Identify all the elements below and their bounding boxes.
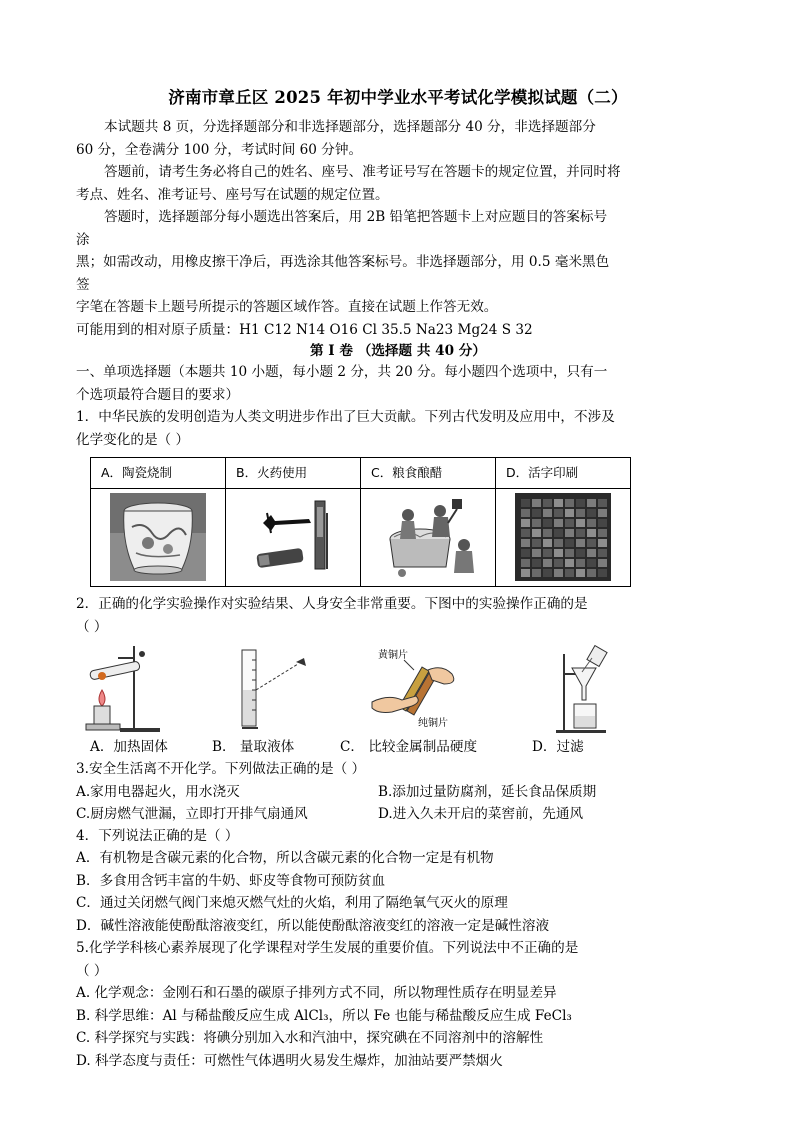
q3-option-b: B.添加过量防腐剂，延长食品保质期 [378,783,597,800]
q1-stem: 化学变化的是（ ） [76,431,190,448]
q5-stem: （ ） [76,962,108,979]
q3-option-d: D.进入久未开启的菜窖前，先通风 [378,805,584,822]
q5-stem: 5.化学学科核心素养展现了化学课程对学生发展的重要价值。下列说法中不正确的是 [76,940,579,956]
atomic-mass-line: 可能用到的相对原子质量：H1 C12 N14 O16 Cl 35.5 Na23 Mg24 S 32 [76,321,533,338]
brass-label: 黄铜片 [378,650,408,661]
q4-stem: 4．下列说法正确的是（ ） [76,827,239,844]
intro-line: 涂 [76,231,90,248]
q1-option-a: A．陶瓷烧制 [91,458,226,489]
metal-hardness-figure [362,644,472,734]
q3-option-a: A.家用电器起火，用水浇灭 [76,783,240,800]
q1-stem: 1．中华民族的发明创造为人类文明进步作出了巨大贡献。下列古代发明及应用中，不涉及 [76,409,615,425]
q5-option-c: C. 科学探究与实践：将碘分别加入水和汽油中，探究碘在不同溶剂中的溶解性 [76,1030,544,1046]
q2-option-a: A．加热固体 [90,739,168,755]
intro-line: 黑；如需改动，用橡皮擦干净后，再选涂其他答案标号。非选择题部分，用 0.5 毫米黑色 [76,254,610,270]
measuring-liquid-figure [236,644,316,734]
q4-option-d: D．碱性溶液能使酚酞溶液变红，所以能使酚酞溶液变红的溶液一定是碱性溶液 [76,917,550,934]
q1-option-d: D．活字印刷 [496,458,631,489]
intro-line: 字笔在答题卡上题号所提示的答题区域作答。直接在试题上作答无效。 [76,299,498,315]
q2-figures [76,644,720,736]
exam-title: 济南市章丘区 2025 年初中学业水平考试化学模拟试题（二） [168,88,628,107]
gunpowder-rocket-image [245,493,341,581]
q2-option-d: D．过滤 [532,739,584,755]
section-heading: 一、单项选择题（本题共 10 小题，每小题 2 分，共 20 分。每小题四个选项中，只有一 [76,364,608,380]
filtration-figure [552,644,622,734]
q2-option-c: C． 比较金属制品硬度 [340,739,478,755]
intro-line: 60 分，全卷满分 100 分，考试时间 60 分钟。 [76,141,363,158]
q2-stem: （ ） [76,618,108,635]
vinegar-brewing-image [378,493,478,581]
q5-option-b: B. 科学思维：Al 与稀盐酸反应生成 AlCl₃，所以 Fe 也能与稀盐酸反应生成 FeCl₃ [76,1007,572,1024]
q4-option-a: A．有机物是含碳元素的化合物，所以含碳元素的化合物一定是有机物 [76,850,494,866]
q3-stem: 3.安全生活离不开化学。下列做法正确的是（ ） [76,761,366,777]
intro-line: 签 [76,276,90,293]
pure-copper-label: 纯铜片 [418,718,448,729]
q3-options [76,781,720,825]
q1-option-b: B．火药使用 [226,458,361,489]
section-heading: 个选项最符合题目的要求） [76,386,240,403]
intro-line: 本试题共 8 页，分选择题部分和非选择题部分，选择题部分 40 分，非选择题部分 [104,119,596,135]
q1-option-c: C．粮食酿醋 [361,458,496,489]
volume-heading: 第 I 卷 （选择题 共 40 分） [309,343,486,359]
q2-stem: 2．正确的化学实验操作对实验结果、人身安全非常重要。下图中的实验操作正确的是 [76,596,588,612]
exam-page [76,84,720,1072]
q4-option-c: C．通过关闭燃气阀门来熄灭燃气灶的火焰，利用了隔绝氧气灭火的原理 [76,895,508,911]
q4-option-b: B．多食用含钙丰富的牛奶、虾皮等食物可预防贫血 [76,872,386,889]
q3-option-c: C.厨房燃气泄漏，立即打开排气扇通风 [76,805,308,822]
q5-option-a: A. 化学观念：金刚石和石墨的碳原子排列方式不同，所以物理性质存在明显差异 [76,985,557,1001]
porcelain-jar-image [110,493,206,581]
q5-option-d: D. 科学态度与责任：可燃性气体遇明火易发生爆炸，加油站要严禁烟火 [76,1052,503,1069]
q1-options-table [90,457,631,587]
intro-line: 答题时，选择题部分每小题选出答案后，用 2B 铅笔把答题卡上对应题目的答案标号 [104,209,608,225]
q2-options [76,736,720,758]
intro-line: 考点、姓名、准考证号、座号写在试题的规定位置。 [76,186,389,203]
heating-solid-figure [80,644,166,734]
q2-option-b: B． 量取液体 [212,739,295,755]
intro-line: 答题前，请考生务必将自己的姓名、座号、准考证号写在答题卡的规定位置，并同时将 [104,164,621,180]
movable-type-image [515,493,611,581]
